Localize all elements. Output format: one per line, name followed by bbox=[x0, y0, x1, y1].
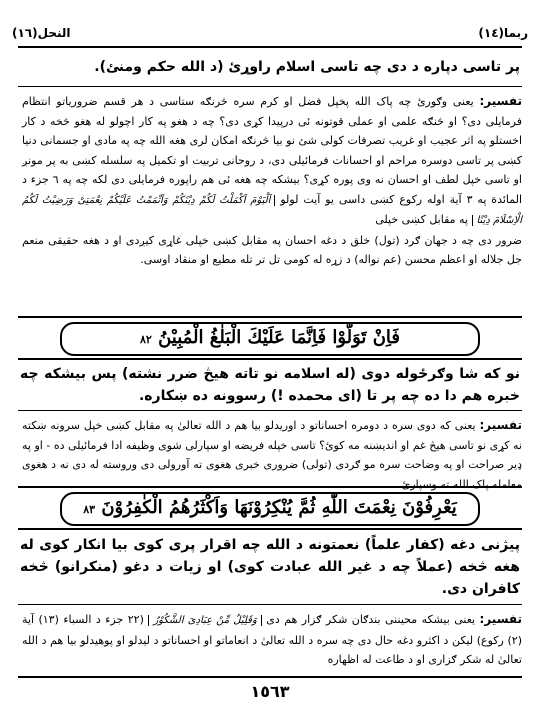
arabic-verse-83-text: یَعْرِفُوْنَ نِعْمَتَ اللّٰهِ ثُمَّ یُنْكِرُوْنَهَا وَاَكْثَرُهُمُ الْكٰفِرُوْنَ bbox=[101, 497, 457, 518]
tafsir-3 bbox=[22, 610, 522, 670]
tafsir-1 bbox=[22, 92, 522, 270]
divider-1 bbox=[18, 86, 522, 87]
verse-translation-2: نو که شا وګرځوله دوی (له اسلامه نو تاته هیڅ ضرر نشته) پس بیشکه چه خبره هم دا ده چه پر تا (ای محمده !) رسوونه ده ښکاره. bbox=[20, 366, 520, 404]
tafsir-1-tail-1: ضرور دی چه د جهان ګرد (تول) خلق د دغه احسان په مقابل کښی خپلی bbox=[185, 233, 522, 247]
verse-translation-3: پیژنی دغه (کفار علماً) نعمتونه د الله چه اقرار پری کوی بیا انکار کوی له هغه څخه (عملاً چه د غیر الله عبادت کوی) او زیات د دغو (منکرانو) څخه کافران دی. bbox=[20, 537, 520, 597]
tafsir-3-line-1: یعنی بیشکه محیننی بندګان شکر ګزار هم دی bbox=[266, 613, 476, 626]
quoted-ayah-1: اَلْیَوْمَ اَکْمَلْتُ لَکُمْ دِیْنَکُمْ وَاَتْمَمْتُ عَلَیْکُمْ نِعْمَتِیْ وَرَضِیْتُ لَکُمُ الْاِسْلَامَ دِیْنًا bbox=[22, 194, 522, 226]
page-number: ١٥٦٣ bbox=[250, 682, 290, 701]
divider-6 bbox=[18, 528, 522, 530]
tafsir-1-tail-2: غاړی کیږدی او د هغه حقیقی منعم جل جلاله او اعظم محسن (عم نواله) د زړه له کومی تل تر bbox=[22, 233, 522, 266]
tafsir-1-line-3: له هغو څخه د کار اخستلو په اثر عجیب او غریب تصرفات کولی شئ نو بیا څرنګه امکان bbox=[22, 114, 523, 147]
quoted-ayah-2: وَقَلِیْلٌ مِّنْ عِبَادِیَ الشَّكُوْرُ bbox=[148, 615, 261, 626]
divider-7 bbox=[18, 604, 522, 605]
tafsir-2-text: یعنی که دوی سره د دومره احساناتو د اوریدلو بیا هم د الله تعالیٰ په مقابل کښی خپل سرونه ښکته نه کړی نو تاسی هیڅ غم او اندیښنه مه کوئ؟ تاسی خپله فریضه او سپارلی شوی وظیفه ادا فرمائیلی ده - او په ډیر صراحت او په وضاحت سره مو ګردی (تولی) ضروری خبری هغوی ته آورولی دی وروسته له دی نه د هغوی معامله پاک الله ته وسپارئ. bbox=[22, 419, 522, 491]
header-juz-label: ربما(١٤) bbox=[478, 26, 528, 40]
arabic-verse-83 bbox=[60, 492, 480, 526]
page-header bbox=[10, 26, 530, 44]
verse-translation-1: پر تاسی دپاره د دی چه تاسی اسلام راوړئ (د الله حکم ومنئ). bbox=[94, 59, 520, 75]
divider-2 bbox=[18, 316, 522, 318]
tafsir-1-line-6: کړی؟ بیشکه چه هغه ئی هم راپوره فرمایلی دی لکه چه په ٦ جزء د المائدة په ٣ آیة اوله رکوع bbox=[22, 173, 523, 206]
verse-number-82: ٨٢ bbox=[139, 333, 152, 346]
header-divider bbox=[18, 46, 522, 48]
tafsir-1-line-5: د روحانی تربیت او تکمیل په سلسله کښی به پر مونږ او تاسی خپل لطف او احسان نه وی پوره bbox=[22, 153, 522, 186]
tafsir-1-tail-3: تله مطیع او منقاد اوسی. bbox=[140, 253, 253, 266]
header-surah-label: النحل(١٦) bbox=[12, 26, 71, 40]
divider-3 bbox=[18, 358, 522, 360]
tafsir-2 bbox=[22, 416, 522, 494]
tafsir-3-line-1-tail: (٢٢ جزء bbox=[105, 613, 144, 626]
divider-4 bbox=[18, 410, 522, 411]
divider-5 bbox=[18, 486, 522, 488]
arabic-verse-82-text: فَاِنْ تَوَلَّوْا فَاِنَّمَا عَلَیْكَ الْبَلٰغُ الْمُبِیْنُ bbox=[158, 327, 401, 348]
footer-divider bbox=[18, 676, 522, 678]
tafsir-label: تفسیر: bbox=[479, 94, 522, 108]
tafsir-1-line-4: لری هغه الله چه په مادی او جسمانی دنیا کښی پر تاسی دوسره مراحم او احسانات فرمائیلی دی، bbox=[22, 134, 523, 167]
tafsir-3-label: تفسیر: bbox=[479, 612, 523, 626]
tafsir-1-line-7: کښی داسی یو آیت لولو bbox=[280, 192, 395, 206]
tafsir-2-label: تفسیر: bbox=[479, 418, 522, 432]
tafsir-1-line-1: یعنی وګورئ چه پاک الله پخپل فضل او کرم سره څرنګه ستاسی د هر قسم ضروریاتو bbox=[56, 95, 474, 108]
tafsir-1-ayah-suffix: په مقابل کښی خپلی bbox=[375, 213, 468, 226]
tafsir-3-rest: د السباء (١٣) آیة (٢) رکوع) لیکن د اکثرو دغه حال دی چه سره د الله تعالیٰ د انعاماتو او احساناتو د لیدلو او پوهیدلو بیا هم د الله تعالیٰ له شکر ګزاری او د طاعت له اظهاره bbox=[22, 613, 522, 666]
arabic-verse-82 bbox=[60, 322, 480, 356]
tafsir-1-line-2: انتظام فرمایلی دی؟ او څنګه علمی او عملی قوتونه ئی درپیدا کړی دی؟ چه د هغو په کار اچولو bbox=[22, 95, 523, 128]
verse-number-83: ٨٣ bbox=[83, 503, 96, 516]
